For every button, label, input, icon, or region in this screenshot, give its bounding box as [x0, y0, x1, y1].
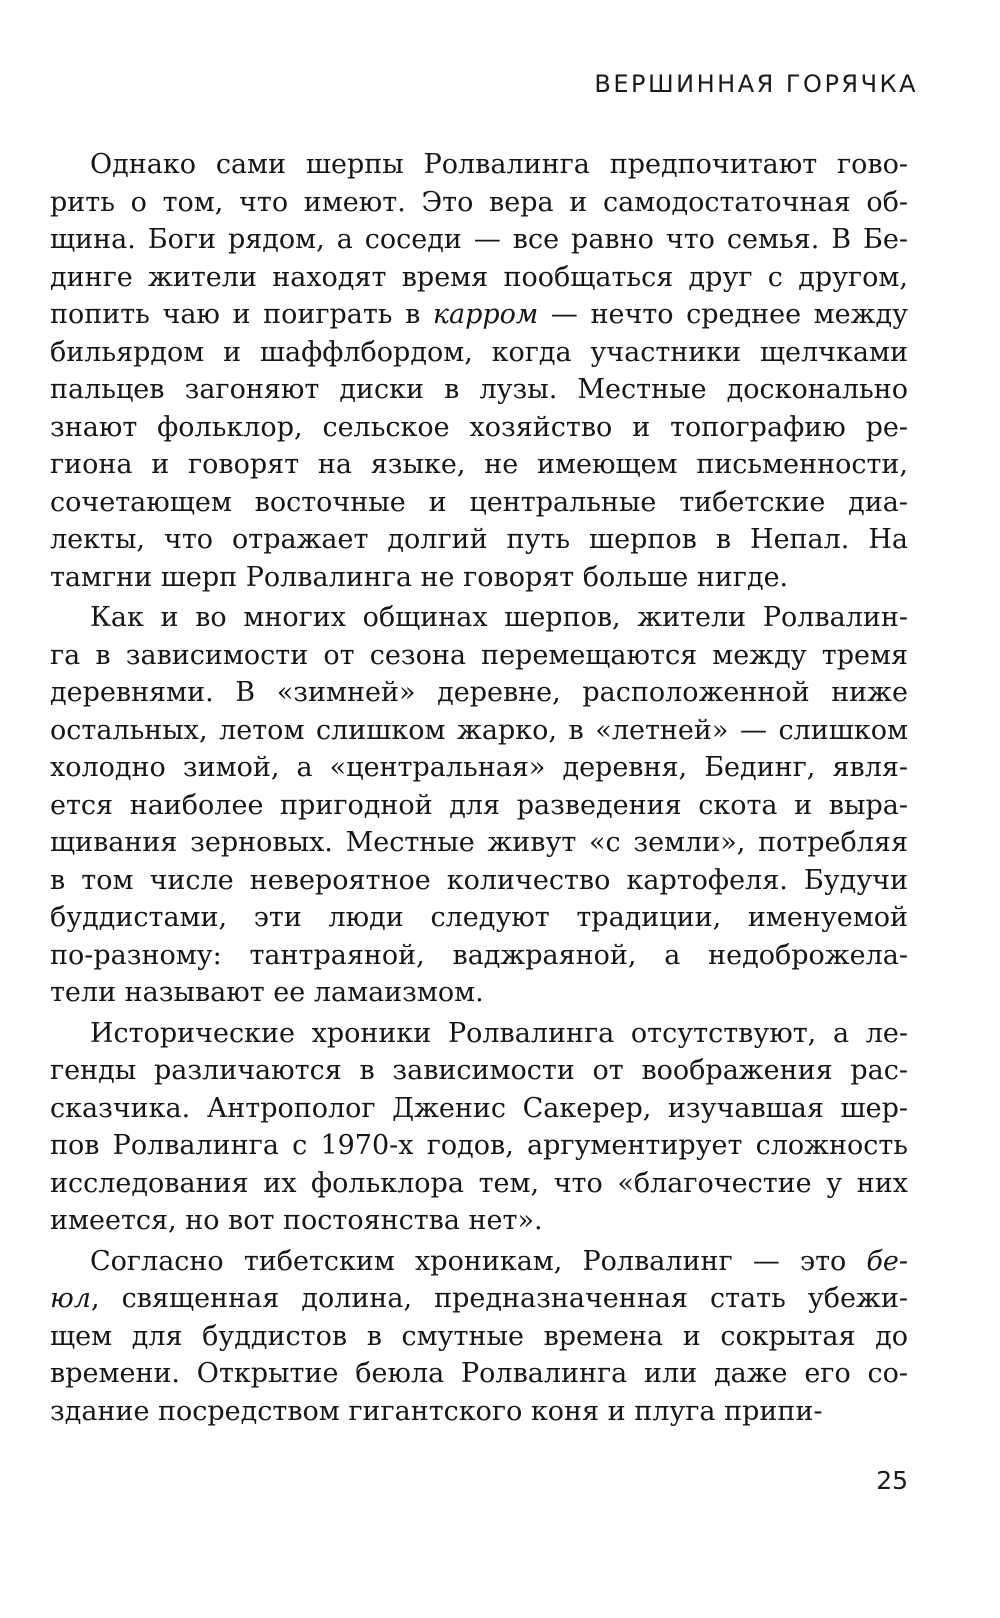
text-line: юл, священная долина, предназначенная стать убежи- — [50, 1283, 908, 1314]
text-line: сочетающем восточные и центральные тибетские диа- — [50, 486, 908, 518]
text-line: щина. Боги рядом, а соседи — все равно что семья. В Бе- — [50, 224, 908, 255]
running-header: ВЕРШИННАЯ ГОРЯЧКА — [594, 70, 918, 98]
text-line: Как и во многих общинах шерпов, жители Ролвалин- — [90, 602, 908, 633]
italic-term: юл — [50, 1283, 91, 1314]
text-line: тели называют ее ламаизмом. — [50, 977, 484, 1008]
paragraph — [50, 146, 908, 596]
text-line: динге жители находят время пообщаться друг с другом, — [50, 261, 908, 293]
paragraph — [50, 1243, 908, 1431]
text-line: попить чаю и поиграть в каррoм — нечто среднее между — [50, 299, 908, 330]
text-line: сказчика. Антрополог Дженис Сакерер, изучавшая шер- — [50, 1092, 908, 1124]
text-line: в том числе невероятное количество картофеля. Будучи — [50, 864, 908, 896]
text-line: рить о том, что имеют. Это вера и самодостаточная об- — [50, 186, 908, 218]
text-line: знают фольклор, сельское хозяйство и топографию ре- — [50, 411, 908, 443]
text-line: здание посредством гигантского коня и плуга припи- — [50, 1395, 823, 1427]
italic-term: каррoм — [432, 299, 539, 330]
paragraph — [50, 1015, 908, 1240]
text-line: тамгни шерп Ролвалинга не говорят больше нигде. — [50, 561, 789, 593]
text-line: буддистами, эти люди следуют традиции, именуемой — [50, 902, 908, 933]
text-line: исследования их фольклора тем, что «благочестие у них — [50, 1167, 908, 1199]
text-line: гиона и говорят на языке, не имеющем письменности, — [50, 449, 908, 480]
text-line: пальцев загоняют диски в лузы. Местные досконально — [50, 374, 908, 405]
text-line: щем для буддистов в смутные времена и сокрытая до — [50, 1320, 908, 1352]
text-line: щивания зерновых. Местные живут «с земли», потребляя — [50, 827, 908, 858]
text-line: Согласно тибетским хроникам, Ролвалинг — это бе- — [90, 1245, 908, 1277]
page-number: 25 — [876, 1466, 908, 1495]
text-line: имеется, но вот постоянства нет». — [50, 1205, 543, 1236]
text-line: пов Ролвалинга с 1970-х годов, аргументирует сложность — [50, 1130, 908, 1161]
text-line: холодно зимой, а «центральная» деревня, Бединг, явля- — [50, 752, 908, 783]
text-line: по-разному: тантраяной, ваджраяной, а недоброжела- — [50, 939, 908, 971]
body-text — [50, 146, 908, 1430]
text-line: времени. Открытие беюла Ролвалинга или даже его со- — [50, 1358, 908, 1389]
text-line: деревнями. В «зимней» деревне, расположенной ниже — [50, 677, 908, 708]
text-line: остальных, летом слишком жарко, в «летней» — слишком — [50, 714, 908, 746]
paragraph — [50, 599, 908, 1012]
text-line: бильярдом и шаффлбордом, когда участники щелчками — [50, 336, 908, 368]
text-line: генды различаются в зависимости от воображения рас- — [50, 1055, 908, 1086]
text-line: лекты, что отражает долгий путь шерпов в Непал. На — [50, 524, 908, 555]
text-line: ется наиболее пригодной для разведения скота и выра- — [50, 789, 908, 821]
italic-term: бе- — [866, 1245, 908, 1277]
text-line: га в зависимости от сезона перемещаются между тремя — [50, 639, 908, 671]
text-line: Однако сами шерпы Ролвалинга предпочитают гово- — [90, 149, 908, 180]
text-line: Исторические хроники Ролвалинга отсутствуют, а ле- — [90, 1017, 908, 1049]
